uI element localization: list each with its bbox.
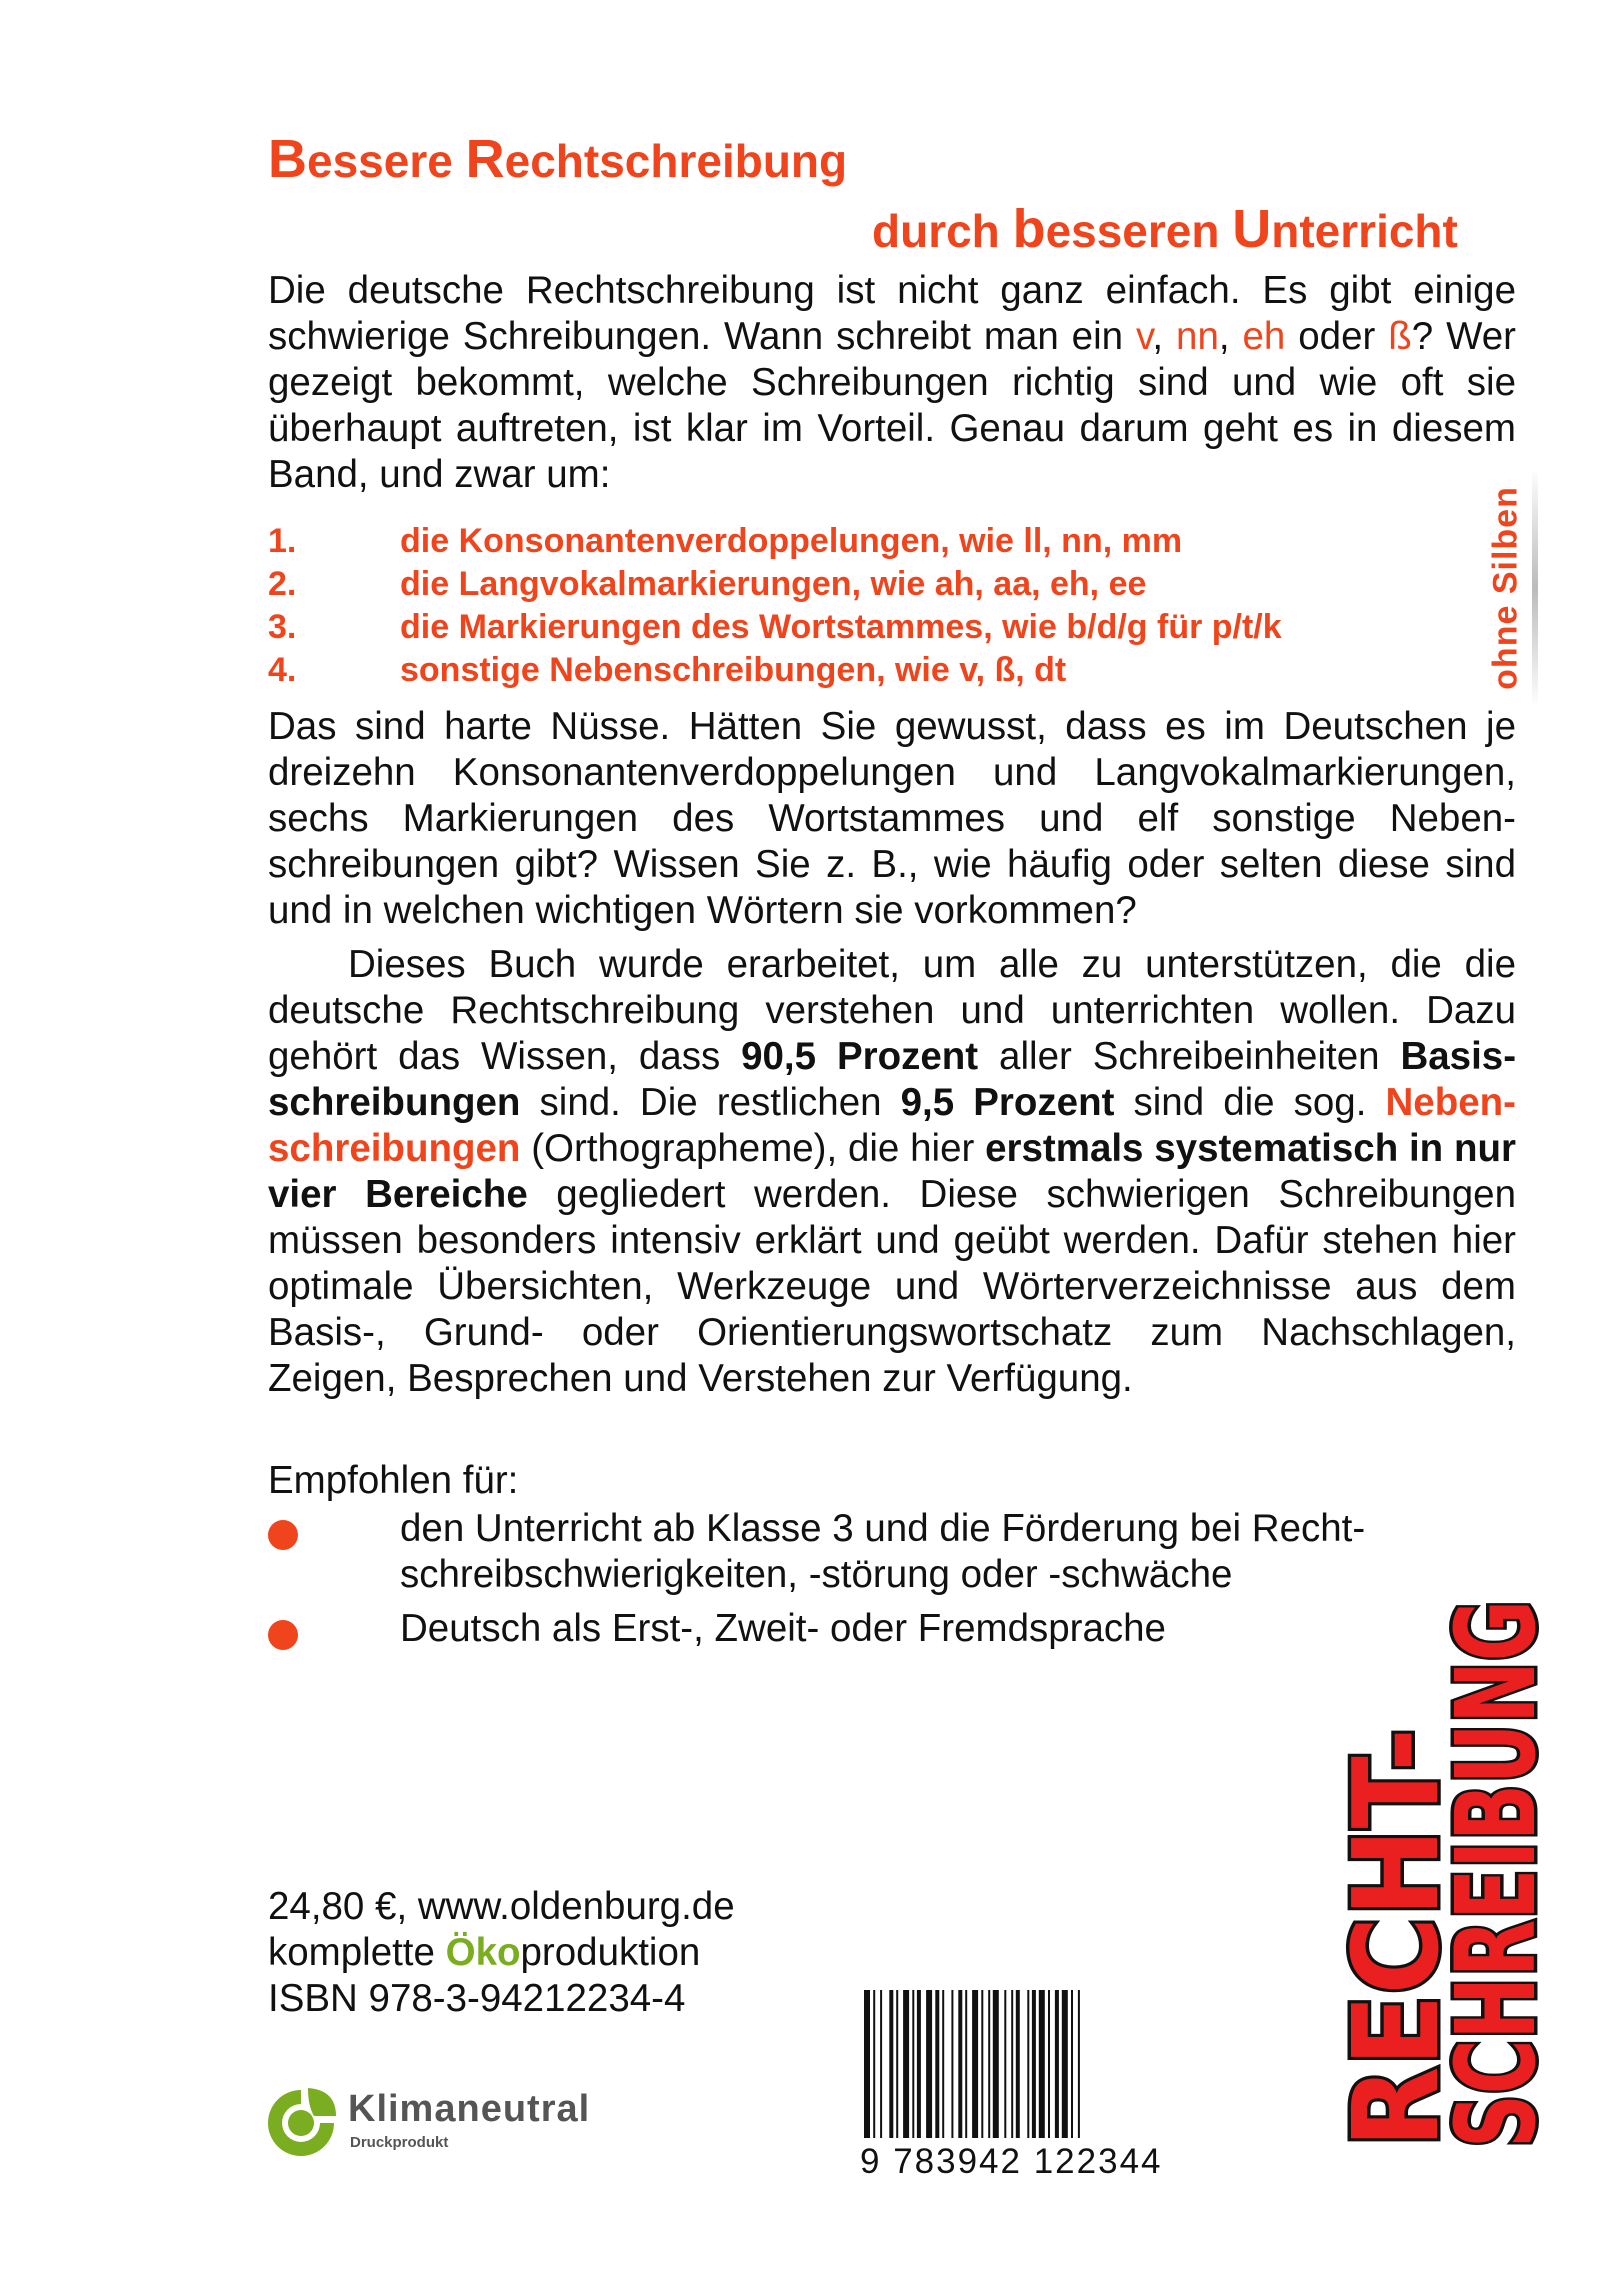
list-item: 1. die Konsonantenverdoppelungen, wie ll, nn, mm — [268, 522, 1183, 560]
recommended-heading: Empfohlen für: — [268, 1459, 519, 1502]
publication-info — [268, 1884, 735, 2022]
svg-text:RECHT-: RECHT- — [1327, 1679, 1465, 2148]
climate-neutral-logo — [262, 2084, 662, 2162]
list-item: 3. die Markierungen des Wortstammes, wie b/d/g für p/t/k — [268, 608, 1282, 646]
recommended-item: Deutsch als Erst-, Zweit- oder Fremdsprache — [268, 1606, 1518, 1656]
book-title-line1: Bessere Rechtschreibung — [268, 129, 848, 189]
barcode-digits: 9 783942 122344 — [860, 2142, 1163, 2181]
topics-list — [268, 520, 1508, 692]
side-label-tab: ohne Silben — [1474, 468, 1538, 708]
body-paragraph-2: Das sind harte Nüsse. Hätten Sie gewusst, dass es im Deutschen je dreizehn Konsonantenverdoppelungen und Langvokalmarkierungen, sechs Markierungen des Wortstammes und elf sonstige Nebenschreibungen gibt? Wissen Sie z. B., wie häufig oder selten diese sind und in welchen wichtigen Wörtern sie vorkommen? — [268, 705, 1516, 932]
bullet-dot-icon — [268, 1620, 298, 1650]
bullet-dot-icon — [268, 1520, 298, 1550]
svg-text:SCHREIBUNG: SCHREIBUNG — [1432, 1339, 1560, 2148]
list-item: 2. die Langvokalmarkierungen, wie ah, aa, eh, ee — [268, 565, 1147, 603]
climate-logo-title: Klimaneutral — [348, 2088, 591, 2130]
isbn-barcode — [860, 1990, 1170, 2190]
stamp-lettering — [1242, 1339, 1560, 2154]
list-item: 4. sonstige Nebenschreibungen, wie v, ß, dt — [268, 651, 1067, 689]
leaf-ring-icon — [262, 2084, 340, 2162]
book-title-line2: durch besseren Unterricht — [872, 199, 1458, 259]
barcode-bars-icon — [860, 1990, 1170, 2138]
rechtschreibung-stamp-logo — [1242, 1339, 1560, 2154]
body-paragraph-3: Dieses Buch wurde erarbeitet, um alle zu unterstützen, die die deutsche Rechtschreibung verstehen und unterrichten wollen. Dazu gehört das Wissen, dass 90,5 Prozent aller Schreibeinheiten Basisschreibungen sind. Die restlichen 9,5 Prozent sind die sog. Nebenschreibungen (Orthographeme), die hier erstmals systematisch in nur vier Bereiche gegliedert werden. Diese schwierigen Schreibungen müssen besonders intensiv erklärt und geübt werden. Dafür stehen hier optimale Übersichten, Werkzeuge und Wörterverzeichnisse aus dem Basis-, Grund- oder Orientierungswortschatz zum Nachschlagen, Zeigen, Besprechen und Verstehen zur Verfügung. — [268, 943, 1517, 1400]
intro-paragraph: Die deutsche Rechtschreibung ist nicht ganz einfach. Es gibt einige schwierige Schreibungen. Wann schreibt man ein v, nn, eh oder ß? Wer gezeigt bekommt, welche Schreibungen richtig sind und wie oft sie überhaupt auftreten, ist klar im Vorteil. Genau darum geht es in diesem Band, und zwar um: — [268, 269, 1516, 496]
recommended-item: den Unterricht ab Klasse 3 und die Förderung bei Rechtschreibschwierigkeiten, -störung oder -schwäche — [268, 1506, 1518, 1602]
climate-logo-subtitle: Druckprodukt — [350, 2134, 449, 2151]
eco-production-line: komplette Ökoproduktion — [268, 1931, 701, 1974]
price-and-website: 24,80 €, www.oldenburg.de — [268, 1885, 735, 1928]
isbn: ISBN 978-3-94212234-4 — [268, 1977, 686, 2020]
